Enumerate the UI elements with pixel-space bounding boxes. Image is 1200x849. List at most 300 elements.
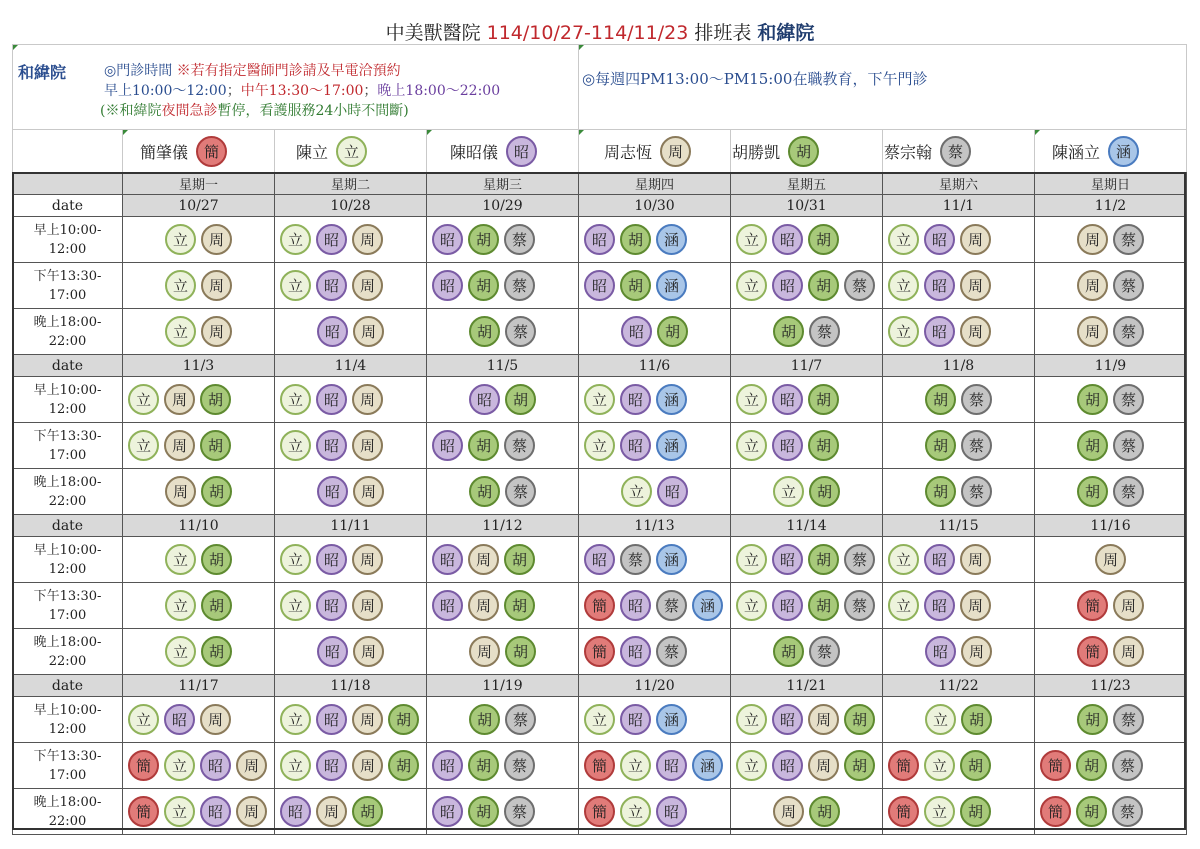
doctor-chip: 昭 [924, 224, 955, 255]
doctor-chip-group [427, 544, 578, 575]
doctor-chip-group [427, 430, 578, 461]
cell-marker [427, 130, 432, 135]
shift-row [13, 743, 1187, 789]
doctor-chip: 蔡 [504, 796, 535, 827]
shift-cell [883, 377, 1035, 423]
shift-cell [1035, 377, 1187, 423]
doctor-chip-group [883, 750, 1034, 781]
weekly-training-note: ◎每週四PM13:00～PM15:00在職教育，下午門診 [582, 70, 928, 88]
doctor-chip: 簡 [1040, 750, 1071, 781]
doctor-chip: 周 [1077, 224, 1108, 255]
doctor-chip-group [427, 796, 578, 827]
doctor-chip: 周 [236, 796, 267, 827]
slot-label: 晚上18:00- 22:00 [13, 469, 123, 515]
doctor-chip: 簡 [1040, 796, 1071, 827]
doctor-chip: 胡 [469, 476, 500, 507]
shift-cell [123, 697, 275, 743]
doctor-chip: 昭 [200, 796, 231, 827]
doctor-chip: 昭 [620, 430, 651, 461]
doctor-chip-group [1035, 544, 1186, 575]
doctor-chip-group [275, 430, 426, 461]
doctor-chip-group [579, 224, 730, 255]
doctor-chip-group [883, 316, 1034, 347]
shift-cell [731, 743, 883, 789]
doctor-chip-group [731, 590, 882, 621]
doctor-chip-group [883, 224, 1034, 255]
doctor-chip-group [579, 636, 730, 667]
doctor-chip: 立 [280, 750, 311, 781]
date-cell: 11/9 [1035, 355, 1187, 377]
doctor-chip: 胡 [620, 270, 651, 301]
doctor-chip-group [427, 590, 578, 621]
shift-cell [883, 583, 1035, 629]
doctor-chip: 昭 [584, 270, 615, 301]
doctor-chip: 胡 [925, 384, 956, 415]
shift-cell [427, 743, 579, 789]
doctor-chip-group [883, 796, 1034, 827]
shift-cell [731, 629, 883, 675]
date-cell: 11/21 [731, 675, 883, 697]
doctor-chip: 周 [164, 384, 195, 415]
doctor-chip-group [731, 430, 882, 461]
doctor-chip-group [731, 796, 882, 827]
doctor-chip: 胡 [201, 544, 232, 575]
date-row [13, 515, 1187, 537]
doctor-chip-group [123, 750, 274, 781]
doctor-chip: 胡 [352, 796, 383, 827]
doctor-chip: 昭 [772, 590, 803, 621]
doctor-chip-group [731, 270, 882, 301]
shift-cell [123, 377, 275, 423]
doctor-chip-group [427, 270, 578, 301]
doctor-chip: 蔡 [504, 430, 535, 461]
date-cell: 11/18 [275, 675, 427, 697]
doctor-chip-group [883, 384, 1034, 415]
hours-line: 早上10:00～12:00；中午13:30～17:00；晚上18:00～22:00 [104, 83, 501, 99]
shift-cell [1035, 469, 1187, 515]
date-cell: 10/28 [275, 195, 427, 217]
doctor-chip: 昭 [772, 270, 803, 301]
shift-cell [579, 469, 731, 515]
grid-line [730, 129, 731, 172]
legend-item [450, 132, 537, 170]
doctor-chip: 周 [352, 590, 383, 621]
evening-hours: 晚上18:00～22:00 [377, 83, 501, 99]
doctor-chip-group [579, 544, 730, 575]
date-cell: 11/7 [731, 355, 883, 377]
hours-note: ※若有指定醫師門診請及早電洽預約 [176, 63, 401, 79]
shift-cell [427, 583, 579, 629]
doctor-chip: 涵 [656, 224, 687, 255]
slot-label: 早上10:00- 12:00 [13, 697, 123, 743]
doctor-chip: 周 [352, 270, 383, 301]
slot-label: 晚上18:00- 22:00 [13, 309, 123, 355]
shift-row [13, 789, 1187, 835]
doctor-chip: 胡 [505, 636, 536, 667]
doctor-chip: 周 [352, 430, 383, 461]
shift-cell [1035, 263, 1187, 309]
shift-cell [275, 377, 427, 423]
weekday-header: 星期三 [427, 173, 579, 195]
shift-cell [427, 469, 579, 515]
doctor-chip-group [1035, 430, 1186, 461]
shift-cell [731, 469, 883, 515]
title-dates: 114/10/27-114/11/23 [486, 22, 689, 44]
doctor-chip: 昭 [280, 796, 311, 827]
slot-label: 下午13:30- 17:00 [13, 423, 123, 469]
doctor-chip: 周 [808, 704, 839, 735]
cell-marker [579, 45, 584, 50]
doctor-chip: 周 [352, 224, 383, 255]
date-label: date [13, 195, 123, 217]
shift-cell [123, 469, 275, 515]
doctor-chip: 簡 [196, 136, 227, 167]
shift-cell [731, 537, 883, 583]
doctor-chip-group [883, 636, 1034, 667]
doctor-chip: 昭 [164, 704, 195, 735]
doctor-chip: 胡 [468, 430, 499, 461]
shift-cell [427, 537, 579, 583]
doctor-chip: 昭 [656, 750, 687, 781]
doctor-chip-group [731, 544, 882, 575]
legend-item [604, 132, 691, 170]
doctor-chip: 立 [128, 384, 159, 415]
doctor-chip: 簡 [584, 796, 615, 827]
shift-cell [1035, 423, 1187, 469]
shift-row [13, 697, 1187, 743]
shift-row [13, 423, 1187, 469]
shift-cell [579, 583, 731, 629]
slot-label: 下午13:30- 17:00 [13, 743, 123, 789]
doctor-chip-group [1035, 270, 1186, 301]
doctor-chip: 簡 [584, 636, 615, 667]
doctor-chip: 昭 [317, 476, 348, 507]
doctor-chip: 立 [280, 270, 311, 301]
doctor-chip-group [123, 316, 274, 347]
shift-row [13, 263, 1187, 309]
date-row [13, 355, 1187, 377]
doctor-chip-group [731, 476, 882, 507]
doctor-chip-group [275, 704, 426, 735]
doctor-chip: 昭 [316, 544, 347, 575]
shift-cell [123, 583, 275, 629]
afternoon-hours: 中午13:30～17:00 [240, 83, 364, 99]
doctor-chip: 胡 [201, 590, 232, 621]
legend-item [140, 132, 227, 170]
shift-cell [579, 423, 731, 469]
shift-cell [275, 743, 427, 789]
slot-label: 下午13:30- 17:00 [13, 583, 123, 629]
doctor-chip: 昭 [656, 796, 687, 827]
shift-cell [1035, 217, 1187, 263]
doctor-chip-group [123, 796, 274, 827]
doctor-chip-group [123, 590, 274, 621]
doctor-chip-group [731, 704, 882, 735]
doctor-chip: 蔡 [656, 636, 687, 667]
date-cell: 11/5 [427, 355, 579, 377]
grid-line [274, 129, 275, 172]
doctor-chip-group [579, 384, 730, 415]
doctor-chip: 胡 [657, 316, 688, 347]
doctor-chip: 胡 [388, 750, 419, 781]
shift-cell [275, 263, 427, 309]
doctor-chip: 昭 [432, 750, 463, 781]
weekday-header: 星期日 [1035, 173, 1187, 195]
doctor-chip: 昭 [317, 316, 348, 347]
slot-label: 下午13:30- 17:00 [13, 263, 123, 309]
shift-cell [731, 697, 883, 743]
doctor-chip: 蔡 [961, 384, 992, 415]
doctor-chip-group [123, 430, 274, 461]
shift-cell [579, 537, 731, 583]
date-cell: 11/12 [427, 515, 579, 537]
doctor-chip: 胡 [468, 224, 499, 255]
doctor-chip: 昭 [432, 590, 463, 621]
date-cell: 10/29 [427, 195, 579, 217]
shift-cell [883, 309, 1035, 355]
doctor-chip: 涵 [656, 384, 687, 415]
doctor-chip: 昭 [432, 270, 463, 301]
doctor-chip-group [1035, 224, 1186, 255]
doctor-chip-group [1035, 384, 1186, 415]
doctor-chip: 蔡 [1113, 270, 1144, 301]
doctor-chip: 胡 [200, 384, 231, 415]
date-cell: 11/2 [1035, 195, 1187, 217]
shift-cell [731, 263, 883, 309]
doctor-chip-group [275, 224, 426, 255]
shift-row [13, 309, 1187, 355]
doctor-chip: 周 [808, 750, 839, 781]
doctor-chip: 周 [960, 590, 991, 621]
doctor-chip: 胡 [468, 750, 499, 781]
shift-cell [275, 697, 427, 743]
doctor-chip: 昭 [620, 704, 651, 735]
doctor-chip-group [123, 636, 274, 667]
doctor-chip: 立 [620, 750, 651, 781]
shift-cell [275, 789, 427, 835]
date-cell: 10/30 [579, 195, 731, 217]
shift-cell [883, 697, 1035, 743]
shift-cell [579, 377, 731, 423]
doctor-chip: 周 [352, 544, 383, 575]
doctor-chip: 胡 [808, 430, 839, 461]
date-cell: 11/17 [123, 675, 275, 697]
doctor-chip: 昭 [432, 544, 463, 575]
doctor-chip: 胡 [808, 590, 839, 621]
doctor-chip: 蔡 [504, 224, 535, 255]
doctor-chip: 立 [165, 544, 196, 575]
shift-cell [427, 263, 579, 309]
doctor-chip: 涵 [692, 750, 723, 781]
shift-cell [275, 583, 427, 629]
doctor-chip-group [427, 476, 578, 507]
doctor-chip: 胡 [504, 544, 535, 575]
date-cell: 10/31 [731, 195, 883, 217]
shift-cell [427, 423, 579, 469]
legend-item [296, 132, 367, 170]
weekday-header: 星期二 [275, 173, 427, 195]
doctor-chip: 周 [1077, 316, 1108, 347]
doctor-chip: 周 [352, 750, 383, 781]
shift-cell [731, 583, 883, 629]
doctor-chip: 蔡 [504, 270, 535, 301]
doctor-chip: 昭 [316, 590, 347, 621]
doctor-chip: 昭 [432, 430, 463, 461]
doctor-chip: 昭 [316, 384, 347, 415]
doctor-chip: 涵 [656, 270, 687, 301]
doctor-chip-group [731, 224, 882, 255]
doctor-chip: 蔡 [620, 544, 651, 575]
doctor-chip-group [579, 270, 730, 301]
doctor-chip-group [275, 590, 426, 621]
doctor-chip: 周 [352, 704, 383, 735]
doctor-chip: 胡 [808, 384, 839, 415]
doctor-chip-group [1035, 750, 1186, 781]
doctor-chip-group [579, 796, 730, 827]
doctor-chip-group [1035, 590, 1186, 621]
doctor-chip: 胡 [1077, 384, 1108, 415]
date-cell: 11/16 [1035, 515, 1187, 537]
doctor-chip-group [427, 316, 578, 347]
doctor-chip: 立 [165, 270, 196, 301]
doctor-chip: 涵 [656, 544, 687, 575]
doctor-chip: 簡 [888, 796, 919, 827]
shift-cell [579, 789, 731, 835]
doctor-chip: 胡 [200, 430, 231, 461]
doctor-chip: 立 [888, 316, 919, 347]
shift-cell [1035, 537, 1187, 583]
doctor-chip: 胡 [773, 636, 804, 667]
shift-cell [427, 629, 579, 675]
doctor-chip-group [1035, 796, 1186, 827]
legend-doctor-name: 陳立 [296, 142, 329, 162]
doctor-chip: 周 [201, 316, 232, 347]
cell-marker [1035, 130, 1040, 135]
shift-cell [883, 629, 1035, 675]
shift-cell [275, 537, 427, 583]
doctor-chip-group [579, 476, 730, 507]
shift-cell [123, 263, 275, 309]
doctor-chip: 昭 [316, 430, 347, 461]
doctor-chip: 胡 [469, 316, 500, 347]
doctor-chip: 昭 [621, 316, 652, 347]
shift-cell [731, 309, 883, 355]
doctor-chip: 胡 [773, 316, 804, 347]
doctor-chip: 昭 [584, 224, 615, 255]
doctor-chip: 蔡 [1113, 430, 1144, 461]
shift-cell [579, 697, 731, 743]
date-cell: 11/10 [123, 515, 275, 537]
doctor-chip: 立 [736, 270, 767, 301]
shift-cell [579, 263, 731, 309]
weekday-header: 星期四 [579, 173, 731, 195]
shift-cell [123, 789, 275, 835]
legend-item [884, 132, 971, 170]
shift-cell [275, 469, 427, 515]
doctor-chip: 胡 [388, 704, 419, 735]
doctor-chip: 胡 [961, 704, 992, 735]
doctor-chip: 立 [280, 430, 311, 461]
doctor-chip-group [1035, 476, 1186, 507]
shift-cell [123, 537, 275, 583]
doctor-chip: 昭 [925, 636, 956, 667]
doctor-chip: 簡 [128, 796, 159, 827]
slot-label: 晚上18:00- 22:00 [13, 789, 123, 835]
doctor-chip-group [579, 430, 730, 461]
doctor-chip: 昭 [620, 590, 651, 621]
doctor-chip: 昭 [924, 590, 955, 621]
doctor-chip: 周 [353, 476, 384, 507]
doctor-chip: 昭 [469, 384, 500, 415]
doctor-chip: 胡 [1076, 750, 1107, 781]
weekday-header: 星期五 [731, 173, 883, 195]
doctor-chip-group [123, 384, 274, 415]
doctor-chip: 昭 [316, 704, 347, 735]
doctor-chip: 周 [200, 704, 231, 735]
doctor-chip-group [883, 270, 1034, 301]
shift-cell [1035, 743, 1187, 789]
doctor-chip: 胡 [809, 796, 840, 827]
doctor-chip-group [275, 544, 426, 575]
doctor-chip: 昭 [772, 750, 803, 781]
doctor-chip: 蔡 [844, 544, 875, 575]
grid-line [426, 129, 427, 172]
doctor-chip: 周 [164, 430, 195, 461]
doctor-chip: 周 [1077, 270, 1108, 301]
doctor-chip: 立 [128, 704, 159, 735]
doctor-chip: 胡 [808, 544, 839, 575]
doctor-chip: 周 [165, 476, 196, 507]
shift-cell [123, 217, 275, 263]
weekday-header: 星期一 [123, 173, 275, 195]
doctor-chip: 胡 [469, 704, 500, 735]
doctor-chip: 立 [736, 704, 767, 735]
doctor-chip-group [1035, 636, 1186, 667]
doctor-chip: 昭 [924, 316, 955, 347]
doctor-chip: 簡 [128, 750, 159, 781]
doctor-chip: 周 [961, 636, 992, 667]
doctor-chip-group [579, 590, 730, 621]
doctor-chip: 昭 [924, 270, 955, 301]
doctor-chip: 昭 [772, 224, 803, 255]
doctor-chip: 周 [468, 590, 499, 621]
doctor-chip-group [123, 476, 274, 507]
legend-doctor-name: 胡勝凱 [732, 142, 781, 162]
doctor-chip-group [427, 636, 578, 667]
doctor-chip-group [275, 270, 426, 301]
doctor-chip-group [275, 796, 426, 827]
doctor-chip: 立 [165, 590, 196, 621]
doctor-chip-group [275, 750, 426, 781]
shift-cell [883, 743, 1035, 789]
emergency-night: 夜間急診 [161, 103, 218, 119]
doctor-chip: 立 [924, 796, 955, 827]
doctor-chip: 立 [888, 270, 919, 301]
date-cell: 11/4 [275, 355, 427, 377]
title-branch: 和緯院 [757, 22, 815, 44]
shift-cell [123, 423, 275, 469]
doctor-chip-group [123, 224, 274, 255]
slot-label: 早上10:00- 12:00 [13, 537, 123, 583]
doctor-chip: 胡 [788, 136, 819, 167]
doctor-chip: 周 [1113, 636, 1144, 667]
doctor-chip: 蔡 [809, 636, 840, 667]
doctor-chip: 蔡 [1113, 316, 1144, 347]
shift-cell [1035, 697, 1187, 743]
emergency-prefix: (※和緯院 [100, 103, 162, 119]
shift-cell [579, 309, 731, 355]
doctor-chip: 胡 [1077, 430, 1108, 461]
